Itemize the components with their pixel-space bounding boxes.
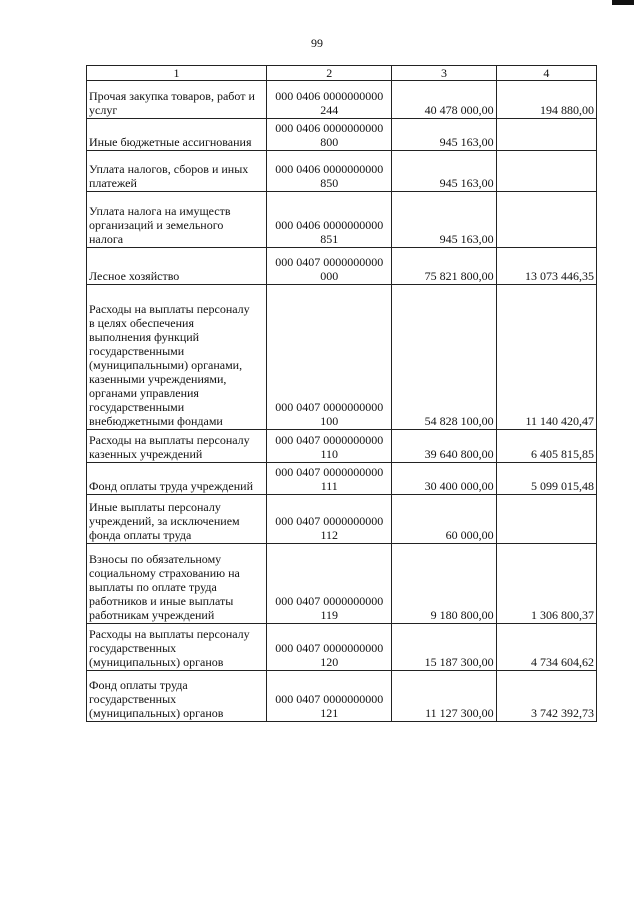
row-code-line: 000 0406 0000000000 [275,121,384,135]
row-name-line: (муниципальных) органов [89,655,224,669]
header-col-1: 1 [87,66,267,81]
row-name-line: работникам учреждений [89,608,215,622]
row-name-line: государственными [89,344,185,358]
row-code [267,544,392,624]
row-name-line: услуг [89,103,118,117]
row-value-col4 [496,495,596,544]
row-code-line: 850 [320,176,339,190]
row-value-col4 [496,119,596,151]
row-name-line: выплаты по оплате труда [89,580,217,594]
table-row [87,544,597,624]
row-name [87,495,267,544]
row-name [87,430,267,463]
row-name-line: Уплата налогов, сборов и иных [89,162,249,176]
row-code-line: 000 0407 0000000000 [275,400,384,414]
header-col-2: 2 [267,66,392,81]
row-value-col3: 39 640 800,00 [392,430,496,463]
row-value-col3: 945 163,00 [392,192,496,248]
row-value-col3: 9 180 800,00 [392,544,496,624]
row-value-col4: 6 405 815,85 [496,430,596,463]
row-name-line: государственными [89,400,185,414]
row-value-col4: 4 734 604,62 [496,624,596,671]
row-value-col3: 15 187 300,00 [392,624,496,671]
row-name-line: органами управления [89,386,199,400]
row-code-line: 851 [320,232,339,246]
row-code-line: 000 0407 0000000000 [275,255,384,269]
row-name-line: Расходы на выплаты персоналу [89,627,250,641]
corner-mark [612,0,634,5]
row-code-line: 000 0407 0000000000 [275,692,384,706]
row-name-line: социальному страхованию на [89,566,240,580]
row-code-line: 110 [320,447,339,461]
table-row [87,671,597,722]
row-name-line: Расходы на выплаты персоналу [89,433,250,447]
row-name-line: внебюджетными фондами [89,414,223,428]
row-name-line: Взносы по обязательному [89,552,222,566]
budget-table [86,65,597,722]
row-code-line: 000 0406 0000000000 [275,162,384,176]
row-value-col3: 30 400 000,00 [392,463,496,495]
row-name-line: Фонд оплаты труда [89,678,188,692]
row-code [267,248,392,285]
row-code [267,81,392,119]
row-name-line: Иные бюджетные ассигнования [89,135,252,149]
header-col-4: 4 [496,66,596,81]
row-value-col3: 945 163,00 [392,151,496,192]
table-row [87,192,597,248]
row-name [87,544,267,624]
row-name-line: (муниципальных) органов [89,706,224,720]
row-code-line: 121 [320,706,339,720]
row-code-line: 100 [320,414,339,428]
row-value-col3: 54 828 100,00 [392,285,496,430]
row-code-line: 111 [320,479,338,493]
row-code-line: 000 [320,269,339,283]
row-value-col4: 13 073 446,35 [496,248,596,285]
row-code [267,671,392,722]
row-value-col4 [496,192,596,248]
row-name-line: казенных учреждений [89,447,203,461]
table-row [87,248,597,285]
table-row [87,624,597,671]
page-number: 99 [311,36,323,50]
row-value-col4: 11 140 420,47 [496,285,596,430]
row-value-col4: 1 306 800,37 [496,544,596,624]
row-name-line: государственных [89,641,177,655]
row-code [267,119,392,151]
row-name-line: платежей [89,176,137,190]
budget-table-body [87,66,597,722]
row-code [267,151,392,192]
row-name-line: Лесное хозяйство [89,269,180,283]
row-value-col3: 11 127 300,00 [392,671,496,722]
row-value-col4: 194 880,00 [496,81,596,119]
table-row [87,151,597,192]
row-name [87,81,267,119]
row-name-line: Иные выплаты персоналу [89,500,221,514]
row-code-line: 800 [320,135,339,149]
row-code-line: 000 0407 0000000000 [275,433,384,447]
row-value-col3: 60 000,00 [392,495,496,544]
row-code-line: 244 [320,103,339,117]
table-row [87,430,597,463]
row-value-col4: 5 099 015,48 [496,463,596,495]
row-code-line: 000 0406 0000000000 [275,89,384,103]
row-name [87,463,267,495]
header-col-3: 3 [392,66,496,81]
row-code [267,192,392,248]
row-name [87,285,267,430]
table-row [87,119,597,151]
row-name-line: в целях обеспечения [89,316,194,330]
row-code [267,430,392,463]
row-code-line: 120 [320,655,339,669]
row-name-line: учреждений, за исключением [89,514,240,528]
row-name-line: организаций и земельного [89,218,224,232]
table-row [87,81,597,119]
row-code-line: 000 0407 0000000000 [275,594,384,608]
row-name-line: Прочая закупка товаров, работ и [89,89,255,103]
row-name-line: выполнения функций [89,330,200,344]
table-row [87,285,597,430]
row-name-line: Уплата налога на имуществ [89,204,231,218]
row-value-col4: 3 742 392,73 [496,671,596,722]
row-code [267,624,392,671]
row-value-col3: 75 821 800,00 [392,248,496,285]
row-name-line: Расходы на выплаты персоналу [89,302,250,316]
row-name [87,151,267,192]
row-name [87,192,267,248]
row-value-col4 [496,151,596,192]
row-code [267,285,392,430]
row-name [87,119,267,151]
row-name-line: фонда оплаты труда [89,528,192,542]
table-header-row [87,66,597,81]
table-row [87,463,597,495]
row-code-line: 119 [320,608,339,622]
row-code-line: 000 0407 0000000000 [275,641,384,655]
row-name-line: государственных [89,692,177,706]
row-code-line: 000 0407 0000000000 [275,514,384,528]
row-name [87,624,267,671]
row-code [267,463,392,495]
row-name-line: работников и иные выплаты [89,594,234,608]
row-value-col3: 40 478 000,00 [392,81,496,119]
row-value-col3: 945 163,00 [392,119,496,151]
row-code-line: 000 0407 0000000000 [275,465,384,479]
row-name [87,248,267,285]
row-code [267,495,392,544]
row-code-line: 112 [320,528,339,542]
row-name-line: налога [89,232,124,246]
row-name-line: Фонд оплаты труда учреждений [89,479,253,493]
row-name-line: казенными учреждениями, [89,372,227,386]
row-code-line: 000 0406 0000000000 [275,218,384,232]
table-row [87,495,597,544]
row-name-line: (муниципальными) органами, [89,358,243,372]
row-name [87,671,267,722]
